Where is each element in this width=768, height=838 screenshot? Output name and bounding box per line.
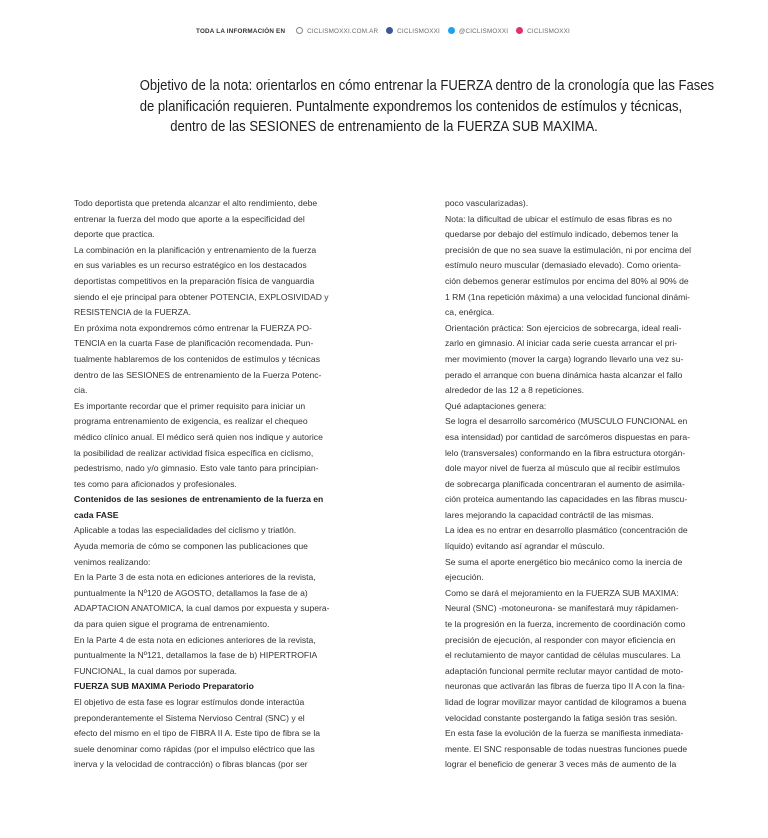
body-text-line: Qué adaptaciones genera:: [445, 400, 547, 411]
instagram-icon: [516, 27, 523, 34]
body-text-line: ción debemos generar estímulos por encima del 80% al 90% de: [445, 275, 689, 286]
body-text-line: deportistas competitivos en la preparación física de vanguardia: [74, 275, 315, 286]
body-text-line: FUNCIONAL, la cual damos por superada.: [74, 665, 237, 676]
body-text-line: neuronas que activarán las fibras de fuerza tipo II A con la fina-: [445, 681, 685, 692]
body-text-line: lidad de lograr movilizar mayor cantidad de kilogramos a buena: [445, 697, 687, 707]
section-heading-line: FUERZA SUB MAXIMA Periodo Preparatorio: [74, 681, 254, 692]
body-text-line: puntualmente la Nº121, detallamos la fase de b) HIPERTROFIA: [74, 650, 318, 661]
section-heading-line: cada FASE: [74, 509, 119, 520]
body-text-line: estímulo neuro muscular (demasiado elevado). Como orienta-: [445, 260, 681, 271]
right-column: [445, 196, 715, 773]
body-text-line: poco vascularizadas).: [445, 198, 529, 208]
body-text-line: En la Parte 3 de esta nota en ediciones anteriores de la revista,: [74, 572, 316, 583]
body-text-line: de sobrecarga planificada concentraran el aumento de asimila-: [445, 478, 685, 489]
section-heading-line: Contenidos de las sesiones de entrenamiento de la fuerza en: [74, 494, 324, 505]
facebook-link[interactable]: CICLISMOXXI: [397, 28, 440, 35]
body-text-line: Aplicable a todas las especialidades del ciclismo y triatlón.: [74, 525, 297, 536]
body-text-line: entrenar la fuerza del modo que aporte a la especificidad del: [74, 213, 305, 224]
body-text-line: tes como para aficionados y profesionales.: [74, 478, 237, 489]
body-text-line: ADAPTACION ANATOMICA, la cual damos por expuesta y supera-: [74, 603, 330, 614]
body-text-line: puntualmente la Nº120 de AGOSTO, detallamos la fase de a): [74, 587, 308, 598]
social-header: [0, 27, 768, 35]
body-text-line: zarlo en gimnasio. Al iniciar cada serie cuesta arrancar el pri-: [445, 338, 678, 349]
left-column: [74, 196, 344, 773]
body-text-line: da para quien sigue el programa de entrenamiento.: [74, 619, 270, 630]
headline-line: de planificación requieren. Puntalmente expondremos los contenidos de estímulos y técnicas,: [139, 97, 683, 115]
body-text-line: la posibilidad de realizar actividad física específica en ciclismo,: [74, 447, 314, 458]
body-text-line: líquido) evitando así agrandar el músculo.: [445, 541, 605, 552]
instagram-link[interactable]: CICLISMOXXI: [527, 28, 570, 35]
body-text-line: En próxima nota expondremos cómo entrenar la FUERZA PO-: [74, 322, 312, 333]
body-text-line: lares mejorando la capacidad contráctil de las mismas.: [445, 509, 654, 520]
body-text-line: esa intensidad) por cantidad de sarcómeros dispuestas en para-: [445, 431, 691, 442]
globe-icon: [296, 27, 303, 34]
website-link[interactable]: CICLISMOXXI.COM.AR: [307, 28, 379, 35]
body-text-line: Se logra el desarrollo sarcomérico (MUSCULO FUNCIONAL en: [445, 416, 688, 427]
body-text-line: deporte que practica.: [74, 229, 155, 240]
body-text-line: Orientación práctica: Son ejercicios de sobrecarga, ideal reali-: [445, 322, 682, 333]
body-text-line: TENCIA en la cuarta Fase de planificación recomendada. Pun-: [74, 338, 314, 349]
twitter-icon: [448, 27, 455, 34]
body-text-line: dole mayor nivel de fuerza al músculo que al recibir estímulos: [445, 463, 681, 474]
body-text-line: preponderantemente el Sistema Nervioso Central (SNC) y el: [74, 712, 305, 723]
header-lead: TODA LA INFORMACIÓN EN: [196, 28, 286, 35]
body-text-line: Neural (SNC) -motoneurona- se manifestará muy rápidamen-: [445, 603, 679, 614]
body-text-line: cia.: [74, 385, 88, 396]
body-text-line: pedestrismo, nado y/o gimnasio. Esto vale tanto para principian-: [74, 463, 319, 474]
body-text-line: En la Parte 4 de esta nota en ediciones anteriores de la revista,: [74, 634, 316, 645]
twitter-link[interactable]: @CICLISMOXXI: [458, 28, 509, 35]
body-text-line: alrededor de las 12 a 8 repeticiones.: [445, 385, 585, 396]
body-text-line: adaptación funcional permite reclutar mayor cantidad de moto-: [445, 665, 684, 676]
body-text-line: Nota: la dificultad de ubicar el estímulo de esas fibras es no: [445, 213, 672, 224]
body-text-line: te la progresión en la fuerza, incremento de coordinación como: [445, 619, 686, 630]
body-text-line: el reclutamiento de mayor cantidad de células musculares. La: [445, 650, 681, 661]
body-text-line: lograr el beneficio de generar 3 veces más de aumento de la: [445, 759, 677, 770]
body-text-line: La combinación en la planificación y entrenamiento de la fuerza: [74, 244, 317, 255]
body-text-line: ca, enérgica.: [445, 307, 495, 318]
body-text-line: precisión de que no sea suave la estimulación, ni por encima del: [445, 244, 692, 255]
body-text-line: RESISTENCIA de la FUERZA.: [74, 307, 192, 318]
body-text-line: quedarse por debajo del estímulo indicado, debemos tener la: [445, 229, 679, 240]
body-text-line: 1 RM (1na repetición máxima) a una velocidad funcional dinámi-: [445, 291, 691, 302]
body-text-line: efecto del mismo en el tipo de FIBRA II A. Este tipo de fibra se la: [74, 728, 321, 739]
body-text-line: perado el arranque con buena dinámica hasta alcanzar el fallo: [445, 369, 683, 380]
body-text-line: médico clínico anual. El médico será quien nos indique y autorice: [74, 431, 323, 442]
body-text-line: lelo (transversales) conformando en la fibra estructura otorgán-: [445, 447, 686, 458]
body-text-line: Ayuda memoria de cómo se componen las publicaciones que: [74, 541, 308, 552]
article-headline: [139, 76, 715, 138]
body-text-line: tualmente hablaremos de los contenidos de estímulos y técnicas: [74, 353, 321, 364]
body-text-line: En esta fase la evolución de la fuerza se manifiesta inmediata-: [445, 728, 684, 739]
headline-line: Objetivo de la nota: orientarlos en cómo entrenar la FUERZA dentro de la cronología que las Fases: [139, 77, 715, 94]
body-text-line: siendo el eje principal para obtener POTENCIA, EXPLOSIVIDAD y: [74, 291, 329, 302]
body-text-line: Se suma el aporte energético bio mecánico como la inercia de: [445, 556, 683, 567]
body-text-line: inerva y la velocidad de contracción) o fibras blancas (por ser: [74, 759, 308, 770]
body-text-line: dentro de las SESIONES de entrenamiento de la Fuerza Potenc-: [74, 369, 322, 380]
body-text-line: Todo deportista que pretenda alcanzar el alto rendimiento, debe: [74, 198, 318, 208]
body-text-line: suele denominar como rápidas (por el impulso eléctrico que las: [74, 743, 315, 754]
body-text-line: velocidad constante postergando la fatiga sesión tras sesión.: [445, 712, 678, 723]
body-text-line: La idea es no entrar en desarrollo plasmático (concentración de: [445, 525, 688, 536]
body-text-line: programa entrenamiento de exigencia, es realizar el chequeo: [74, 416, 308, 427]
body-text-line: venimos realizando:: [74, 556, 151, 567]
body-text-line: mente. El SNC responsable de todas nuestras funciones puede: [445, 743, 688, 754]
body-text-line: en sus variables es un recurso estratégico en los destacados: [74, 260, 307, 271]
facebook-icon: [386, 27, 393, 34]
headline-line: dentro de las SESIONES de entrenamiento de la FUERZA SUB MAXIMA.: [170, 118, 598, 135]
body-text-line: Es importante recordar que el primer requisito para iniciar un: [74, 400, 306, 411]
body-text-line: mer movimiento (mover la carga) logrando llevarlo una vez su-: [445, 353, 684, 364]
body-text-line: ejecución.: [445, 572, 484, 583]
body-text-line: El objetivo de esta fase es lograr estímulos donde interactúa: [74, 697, 305, 707]
body-text-line: Como se dará el mejoramiento en la FUERZA SUB MAXIMA:: [445, 587, 679, 598]
body-text-line: ción proteica aumentando las capacidades en las fibras muscu-: [445, 494, 688, 505]
body-text-line: precisión de ejecución, al responder con mayor eficiencia en: [445, 634, 676, 645]
